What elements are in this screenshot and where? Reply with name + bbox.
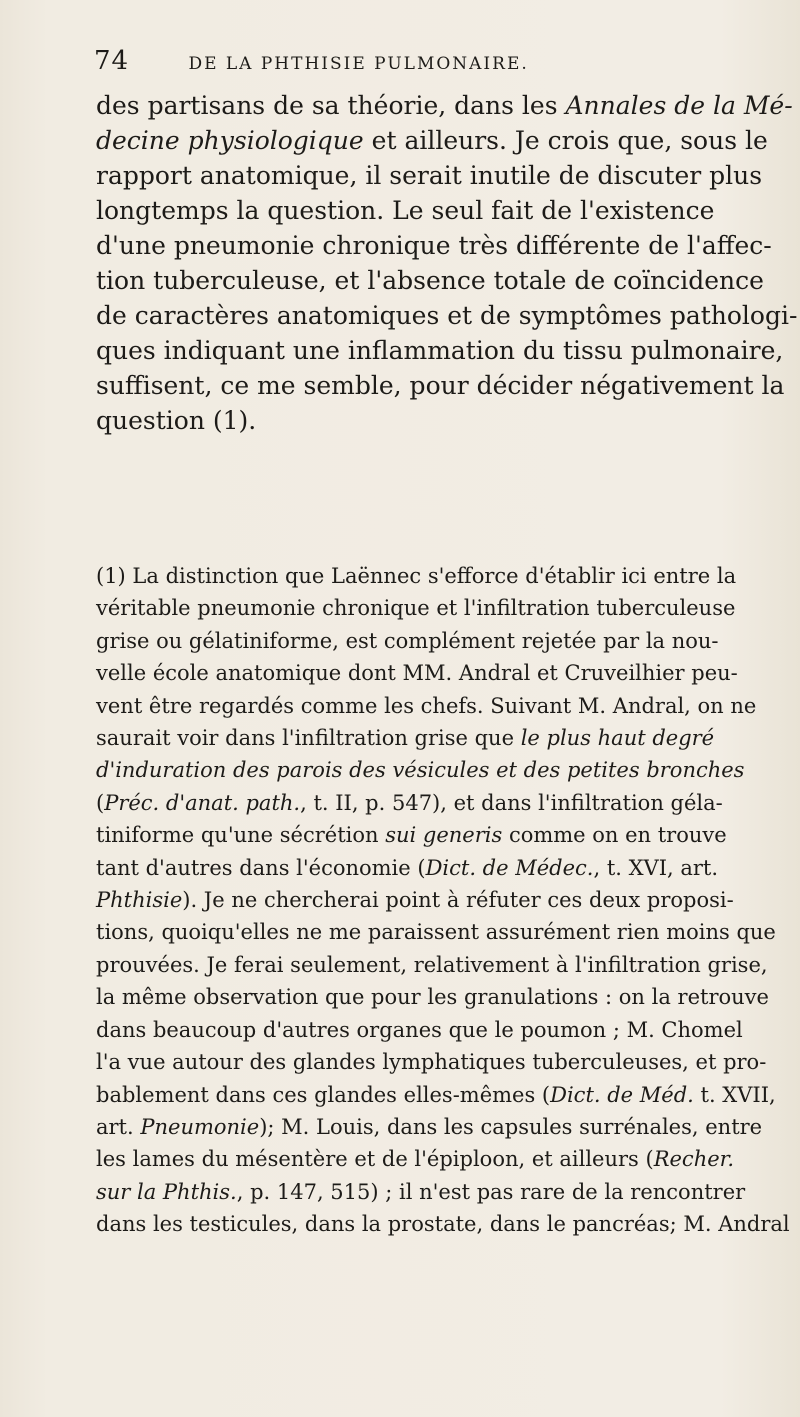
italic-text: Préc. d'anat. path. <box>104 790 301 815</box>
paragraph-line <box>96 333 784 368</box>
text-run: les lames du mésentère et de l'épiploon, et ailleurs ( <box>96 1147 654 1172</box>
text-run: ques indiquant une inflammation du tissu pulmonaire, <box>96 336 784 365</box>
italic-text: d'induration des parois des vésicules et des petites bronches <box>96 758 745 783</box>
text-run: d'une pneumonie chronique très différente de l'affec- <box>96 231 772 260</box>
footnote-line <box>96 949 768 981</box>
text-run: bablement dans ces glandes elles-mêmes ( <box>96 1082 551 1107</box>
footnote-line <box>96 690 768 722</box>
text-run: des partisans de sa théorie, dans les <box>96 91 566 120</box>
italic-text: sui generis <box>385 823 503 848</box>
text-run: tions, quoiqu'elles ne me paraissent assurément rien moins que <box>96 920 776 945</box>
main-paragraph <box>96 88 798 438</box>
text-run: prouvées. Je ferai seulement, relativement à l'infiltration grise, <box>96 952 768 977</box>
footnote-line <box>96 560 768 592</box>
footnote-line <box>96 787 768 819</box>
paragraph-line <box>96 123 768 158</box>
text-run: tiniforme qu'une sécrétion <box>96 823 386 848</box>
text-run: saurait voir dans l'infiltration grise que <box>96 726 521 751</box>
footnote-line <box>96 1111 768 1143</box>
page-header <box>94 46 734 76</box>
text-run: longtemps la question. Le seul fait de l'existence <box>96 196 715 225</box>
text-run: véritable pneumonie chronique et l'infiltration tuberculeuse <box>96 596 736 621</box>
text-run: , t. XVI, art. <box>593 855 719 880</box>
footnote-line <box>96 1143 768 1175</box>
text-run: comme on en trouve <box>502 823 727 848</box>
text-run: t. XVII, <box>693 1082 776 1107</box>
text-run: , t. II, p. 547), et dans l'infiltration géla- <box>300 790 723 815</box>
footnote-line <box>96 1176 768 1208</box>
footnote-line <box>96 1014 768 1046</box>
text-run: (1) La distinction que Laënnec s'efforce d'établir ici entre la <box>96 564 737 588</box>
footnote-line <box>96 819 768 851</box>
text-run: de caractères anatomiques et de symptômes pathologi- <box>96 301 798 330</box>
footnote-line <box>96 625 768 657</box>
text-run: l'a vue autour des glandes lymphatiques tuberculeuses, et pro- <box>96 1050 767 1075</box>
text-run: et ailleurs. Je crois que, sous le <box>363 126 768 155</box>
italic-text: Dict. de Médec. <box>425 855 594 880</box>
page-number: 74 <box>94 46 130 76</box>
italic-text: Pneumonie <box>140 1114 260 1139</box>
text-run: dans les testicules, dans la prostate, dans le pancréas; M. Andral <box>96 1212 790 1237</box>
paragraph-line <box>96 193 768 228</box>
italic-text: Phthisie <box>96 888 183 913</box>
paragraph-line <box>96 403 768 438</box>
text-run: la même observation que pour les granulations : on la retrouve <box>96 985 769 1010</box>
footnote-line <box>96 852 768 884</box>
footnote-line <box>96 981 768 1013</box>
footnote-line <box>96 884 768 916</box>
text-run: grise ou gélatiniforme, est complément rejetée par la nou- <box>96 628 719 653</box>
paragraph-line <box>96 263 768 298</box>
text-run: rapport anatomique, il serait inutile de discuter plus <box>96 161 763 190</box>
paragraph-line <box>96 368 785 403</box>
text-run: dans beaucoup d'autres organes que le poumon ; M. Chomel <box>96 1017 743 1042</box>
footnote-line <box>96 1079 776 1111</box>
text-run: art. <box>96 1114 141 1139</box>
paragraph-line <box>96 298 798 333</box>
footnote-line <box>96 916 776 948</box>
italic-text: sur la Phthis. <box>96 1179 237 1204</box>
italic-text: le plus haut degré <box>520 726 715 751</box>
footnote-line <box>96 1208 790 1240</box>
footnote <box>96 560 790 1241</box>
italic-text: Dict. de Méd. <box>550 1082 694 1107</box>
footnote-line <box>96 722 768 754</box>
running-title: DE LA PHTHISIE PULMONAIRE. <box>188 54 529 74</box>
paragraph-line <box>96 158 768 193</box>
text-run: velle école anatomique dont MM. Andral et Cruveilhier peu- <box>96 661 738 686</box>
footnote-line <box>96 592 768 624</box>
text-run: tant d'autres dans l'économie ( <box>96 855 426 880</box>
text-run: ); M. Louis, dans les capsules surrénales, entre <box>259 1114 763 1139</box>
text-run: suffisent, ce me semble, pour décider négativement la <box>96 371 785 400</box>
text-run: ( <box>96 790 105 815</box>
text-run: tion tuberculeuse, et l'absence totale de coïncidence <box>96 266 764 295</box>
footnote-line <box>96 1046 768 1078</box>
text-run: vent être regardés comme les chefs. Suivant M. Andral, on ne <box>96 693 757 718</box>
italic-text: Annales de la Mé- <box>565 91 793 120</box>
paragraph-line <box>96 88 793 123</box>
italic-text: Recher. <box>653 1147 735 1172</box>
text-run: ). Je ne chercherai point à réfuter ces deux proposi- <box>182 888 734 913</box>
footnote-line <box>96 754 768 786</box>
text-run: question (1). <box>96 406 257 435</box>
italic-text: decine physiologique <box>96 126 364 155</box>
footnote-line <box>96 657 768 689</box>
text-run: , p. 147, 515) ; il n'est pas rare de la rencontrer <box>236 1179 746 1204</box>
paragraph-line <box>96 228 772 263</box>
